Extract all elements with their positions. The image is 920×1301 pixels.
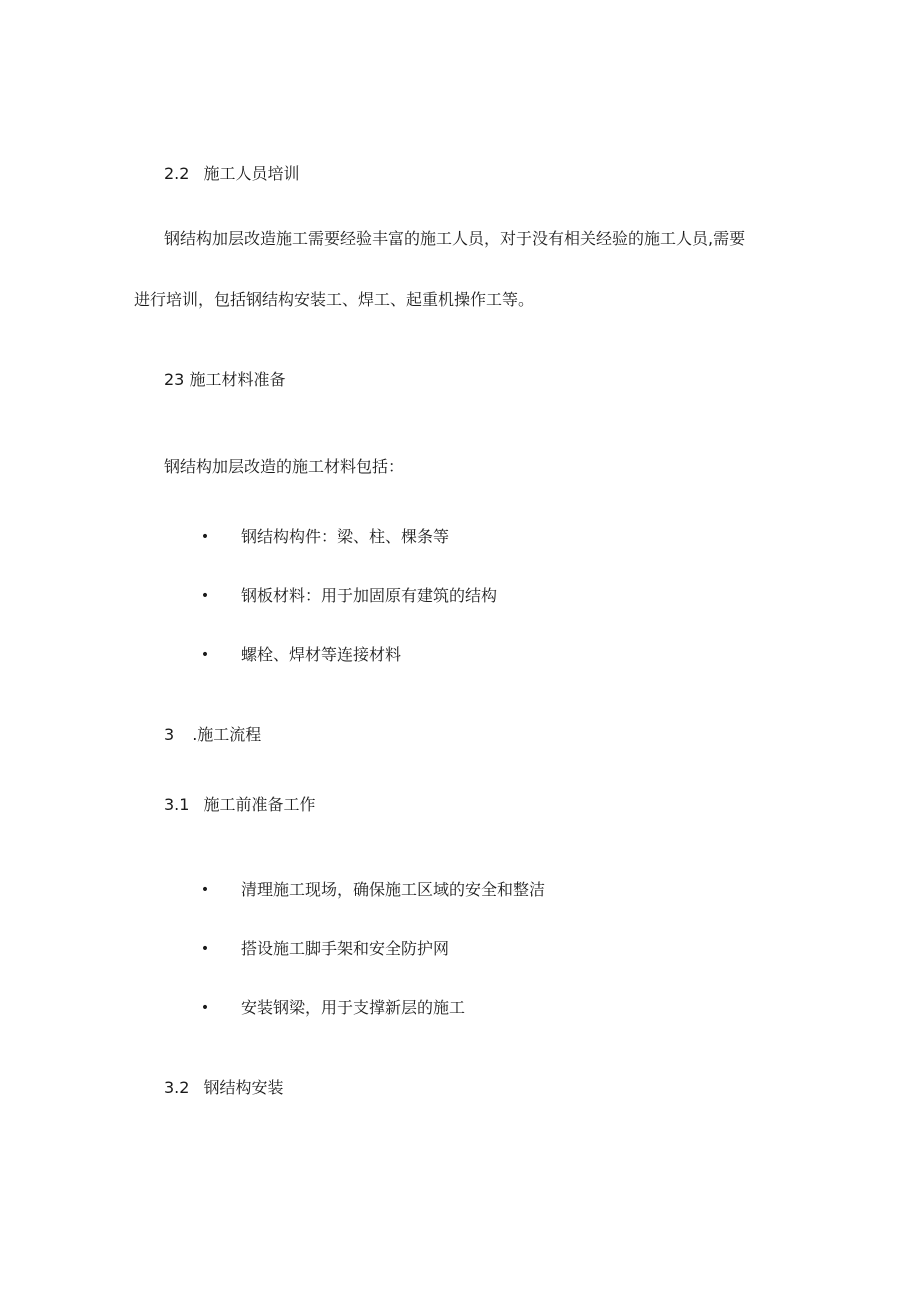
paragraph-line: 进行培训，包括钢结构安装工、焊工、起重机操作工等。: [134, 290, 535, 309]
heading-3: [164, 724, 261, 746]
heading-3-1: [164, 794, 315, 816]
bullet-icon: •: [200, 882, 210, 898]
heading-title: 钢结构安装: [203, 1078, 284, 1097]
heading-2-2: [164, 163, 299, 185]
list-item-text: 清理施工现场，确保施工区域的安全和整洁: [241, 880, 546, 899]
bullet-icon: •: [200, 941, 210, 957]
list-item-text: 钢结构构件：梁、柱、棵条等: [241, 527, 450, 546]
heading-number: 3.1: [164, 795, 190, 814]
paragraph-line: 钢结构加层改造的施工材料包括：: [164, 457, 405, 476]
heading-title: 施工人员培训: [203, 164, 300, 183]
bullet-icon: •: [200, 1000, 210, 1016]
heading-3-2: [164, 1077, 283, 1099]
bullet-icon: •: [200, 529, 210, 545]
bullet-icon: •: [200, 588, 210, 604]
list-item-text: 钢板材料：用于加固原有建筑的结构: [241, 586, 498, 605]
heading-title: 施工前准备工作: [203, 795, 316, 814]
heading-number: 3.2: [164, 1078, 190, 1097]
paragraph-line: 钢结构加层改造施工需要经验丰富的施工人员，对于没有相关经验的施工人员,需要: [164, 229, 746, 248]
list-item-text: 安装钢梁，用于支撑新层的施工: [241, 998, 466, 1017]
list-item-text: 螺栓、焊材等连接材料: [241, 645, 402, 664]
bullet-icon: •: [200, 647, 210, 663]
heading-number: 3: [164, 725, 175, 744]
heading-2-3: 23 施工材料准备: [164, 370, 286, 389]
list-item-text: 搭设施工脚手架和安全防护网: [241, 939, 450, 958]
heading-number: 2.2: [164, 164, 190, 183]
heading-title: .施工流程: [192, 725, 262, 744]
